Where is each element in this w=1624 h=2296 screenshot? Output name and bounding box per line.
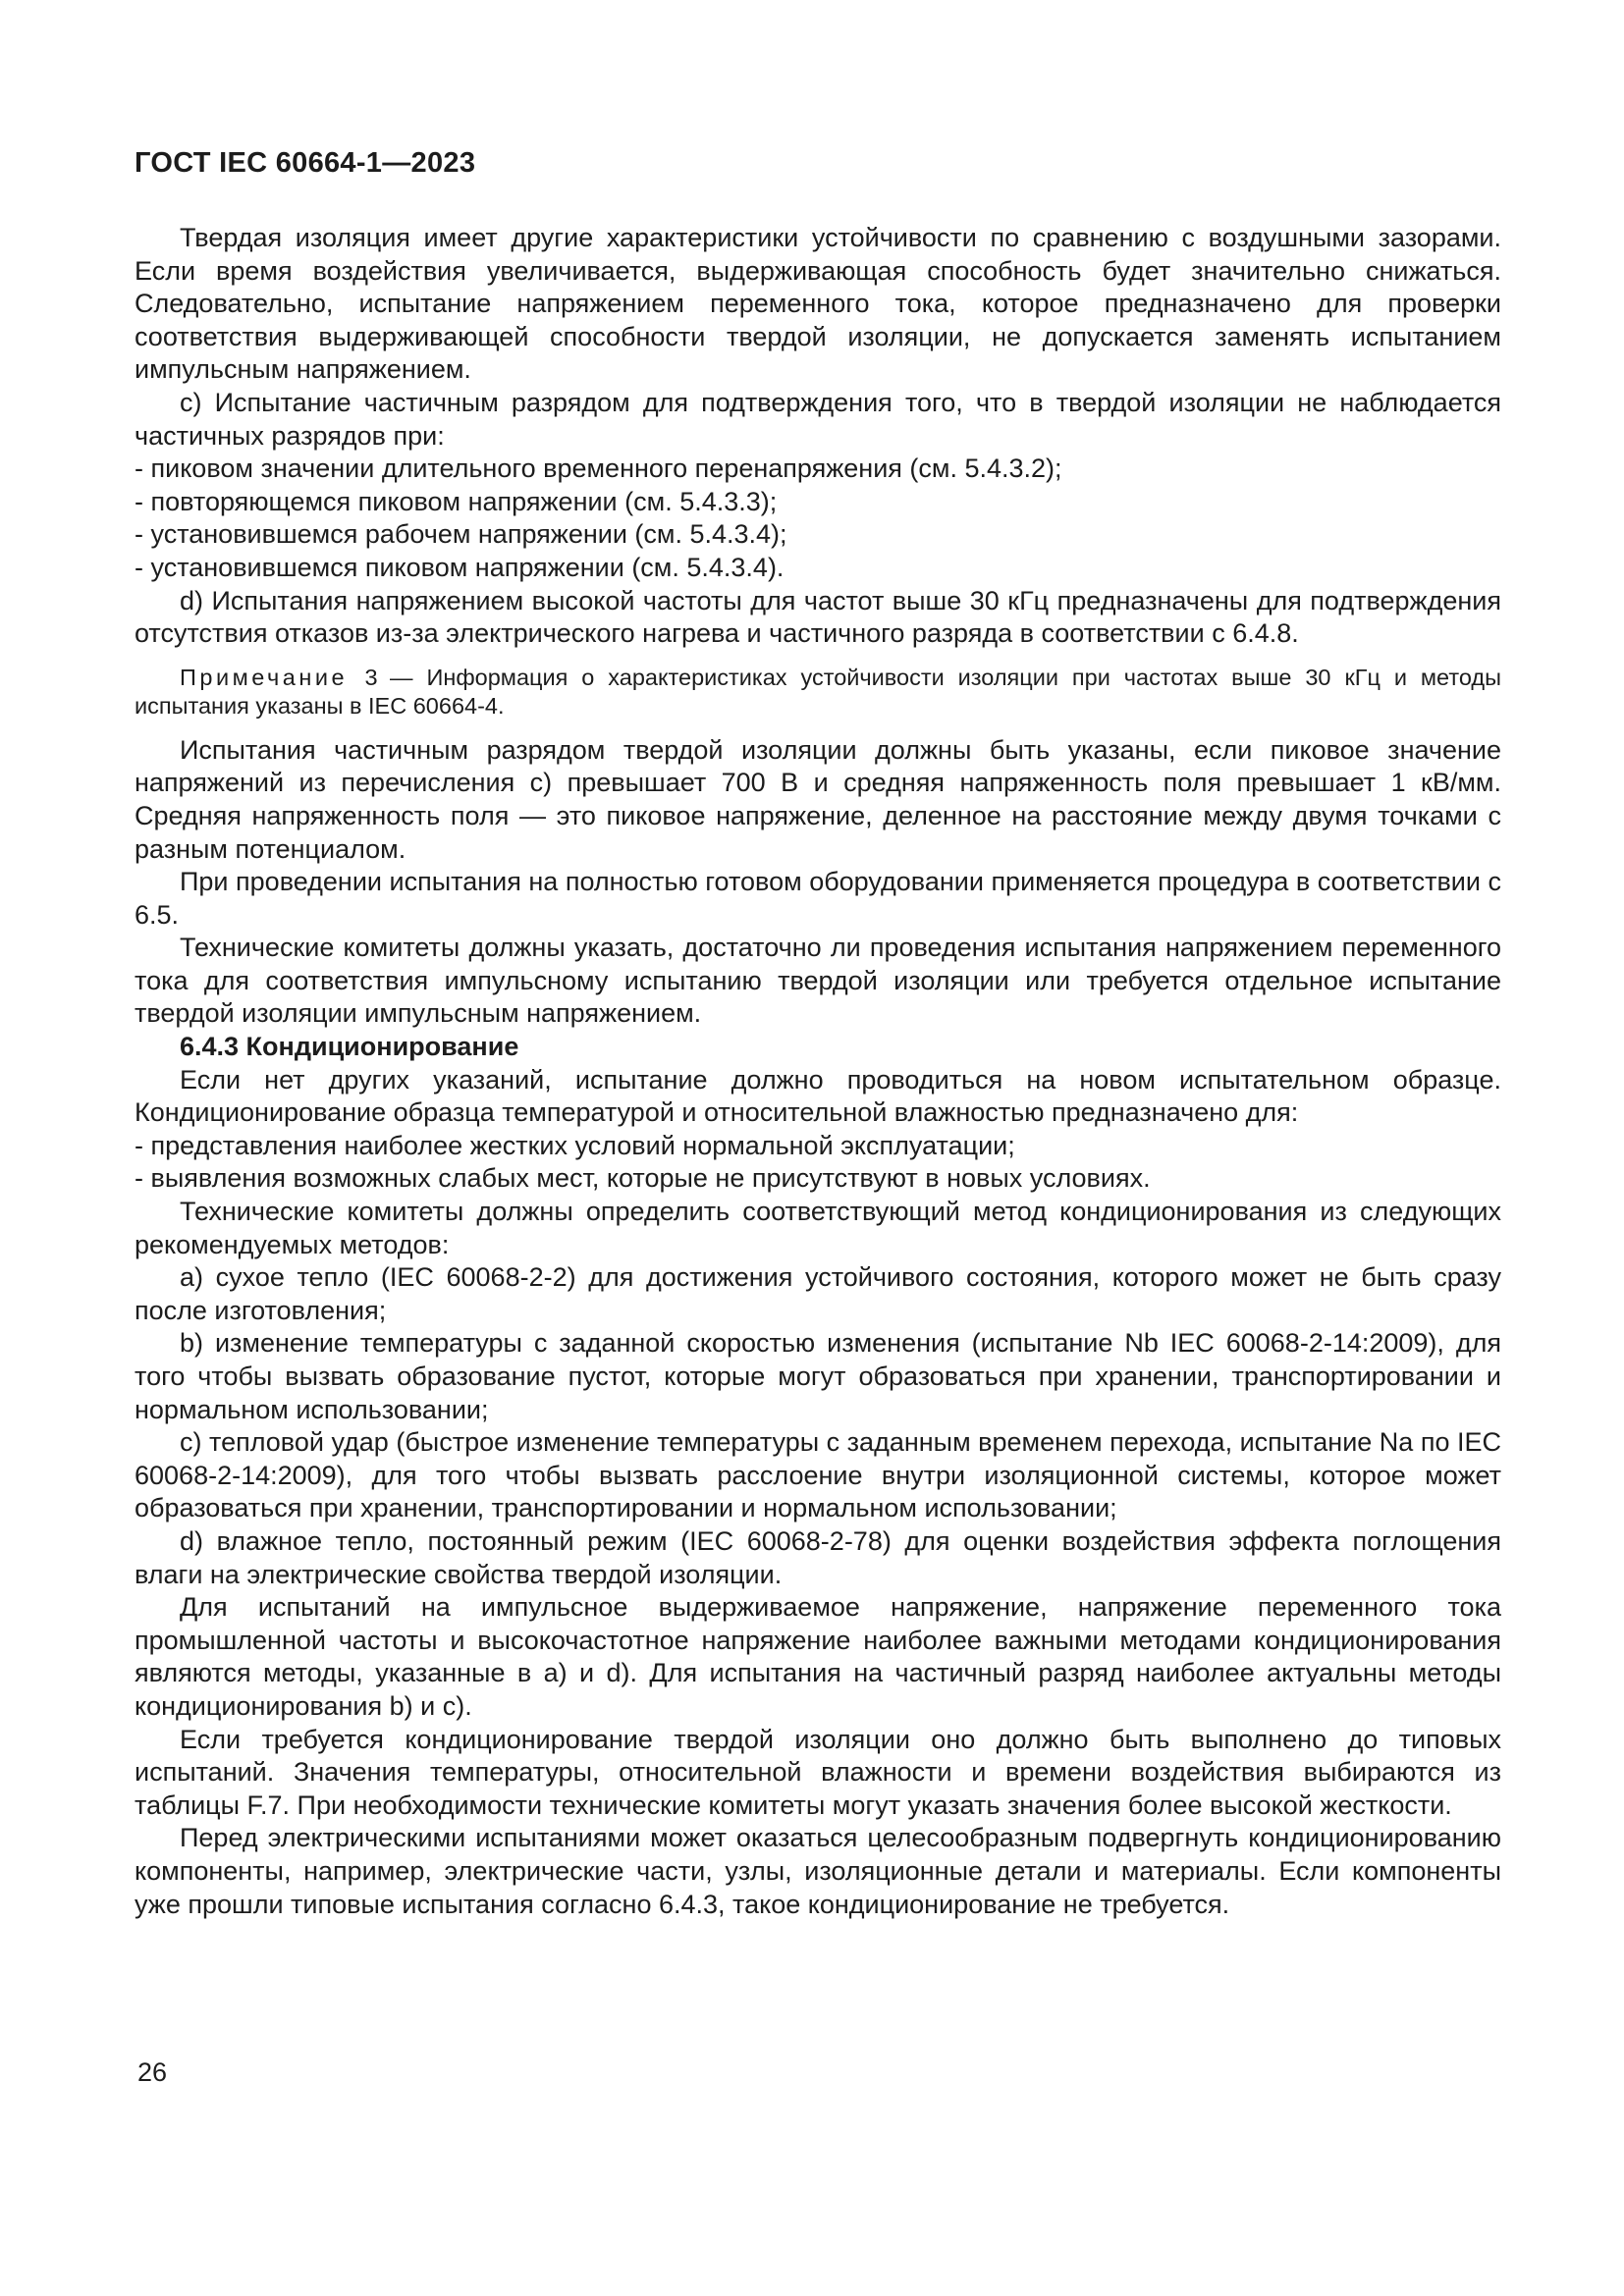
paragraph-item-c: c) Испытание частичным разрядом для подтверждения того, что в твердой изоляции не наблюдается частичных разрядов при: (135, 387, 1501, 451)
paragraph: Перед электрическими испытаниями может оказаться целесообразным подвергнуть кондиционированию компоненты, например, электрические части, узлы, изоляционные детали и материалы. Если компоненты уже прошли типовые испытания согласно 6.4.3, такое кондиционирование не требуется. (135, 1823, 1501, 1919)
paragraph: Технические комитеты должны указать, достаточно ли проведения испытания напряжением переменного тока для соответствия импульсному испытанию твердой изоляции или требуется отдельное испытание твердой изоляции импульсным напряжением. (135, 933, 1501, 1029)
page-number: 26 (137, 2057, 168, 2087)
paragraph: Технические комитеты должны определить соответствующий метод кондиционирования из следующих рекомендуемых методов: (135, 1197, 1501, 1259)
list-item: - установившемся пиковом напряжении (см. 5.4.3.4). (135, 552, 785, 582)
paragraph-item-a: a) сухое тепло (IEC 60068-2-2) для достижения устойчивого состояния, которого может не быть сразу после изготовления; (135, 1262, 1501, 1325)
paragraph: Твердая изоляция имеет другие характеристики устойчивости по сравнению с воздушными зазорами. Если время воздействия увеличивается, выдерживающая способность будет значительно снижаться. Следовательно, испытание напряжением переменного тока, которое предназначено для проверки соответствия выдерживающей способности твердой изоляции, не допускается заменять испытанием импульсным напряжением. (135, 223, 1501, 385)
paragraph: При проведении испытания на полностью готовом оборудовании применяется процедура в соответствии с 6.5. (135, 867, 1501, 930)
page-content (135, 222, 1501, 1921)
paragraph: Если нет других указаний, испытание должно проводиться на новом испытательном образце. Кондиционирование образца температурой и относительной влажностью предназначено для: (135, 1064, 1501, 1128)
paragraph-item-d: d) влажное тепло, постоянный режим (IEC 60068-2-78) для оценки воздействия эффекта поглощения влаги на электрические свойства твердой изоляции. (135, 1525, 1501, 1589)
list-item: - пиковом значении длительного временного перенапряжения (см. 5.4.3.2); (135, 454, 1062, 484)
note-text: — Информация о характеристиках устойчивости изоляции при частотах выше 30 кГц и методы испытания указаны в IEC 60664-4. (135, 664, 1501, 720)
list-item: - выявления возможных слабых мест, которые не присутствуют в новых условиях. (135, 1163, 1151, 1194)
paragraph-item-c: c) тепловой удар (быстрое изменение температуры с заданным временем перехода, испытание Na по IEC 60068-2-14:2009), для того чтобы вызвать расслоение внутри изоляционной системы, которое может образоваться при хранении, транспортировании и нормальном использовании; (135, 1427, 1501, 1523)
note (135, 664, 1501, 721)
list-item: - установившемся рабочем напряжении (см. 5.4.3.4); (135, 519, 787, 550)
list-item: - представления наиболее жестких условий нормальной эксплуатации; (135, 1130, 1015, 1160)
note-label: Примечание 3 (180, 664, 382, 690)
list-item: - повторяющемся пиковом напряжении (см. 5.4.3.3); (135, 486, 778, 516)
running-header: ГОСТ IEC 60664-1—2023 (135, 147, 476, 179)
section-heading: 6.4.3 Кондиционирование (180, 1032, 519, 1062)
paragraph-item-d: d) Испытания напряжением высокой частоты для частот выше 30 кГц предназначены для подтверждения отсутствия отказов из-за электрического нагрева и частичного разряда в соответствии с 6.4.8. (135, 585, 1501, 649)
paragraph: Если требуется кондиционирование твердой изоляции оно должно быть выполнено до типовых испытаний. Значения температуры, относительной влажности и времени воздействия выбираются из таблицы F.7. При необходимости технические комитеты могут указать значения более высокой жесткости. (135, 1724, 1501, 1820)
paragraph: Для испытаний на импульсное выдерживаемое напряжение, напряжение переменного тока промышленной частоты и высокочастотное напряжение наиболее важными методами кондиционирования являются методы, указанные в a) и d). Для испытания на частичный разряд наиболее актуальны методы кондиционирования b) и c). (135, 1592, 1501, 1721)
paragraph-item-b: b) изменение температуры с заданной скоростью изменения (испытание Nb IEC 60068-2-14:2009), для того чтобы вызвать образование пустот, которые могут образоваться при хранении, транспортировании и нормальном использовании; (135, 1328, 1501, 1424)
paragraph: Испытания частичным разрядом твердой изоляции должны быть указаны, если пиковое значение напряжений из перечисления c) превышает 700 В и средняя напряженность поля превышает 1 кВ/мм. Средняя напряженность поля — это пиковое напряжение, деленное на расстояние между двумя точками с разным потенциалом. (135, 734, 1501, 864)
